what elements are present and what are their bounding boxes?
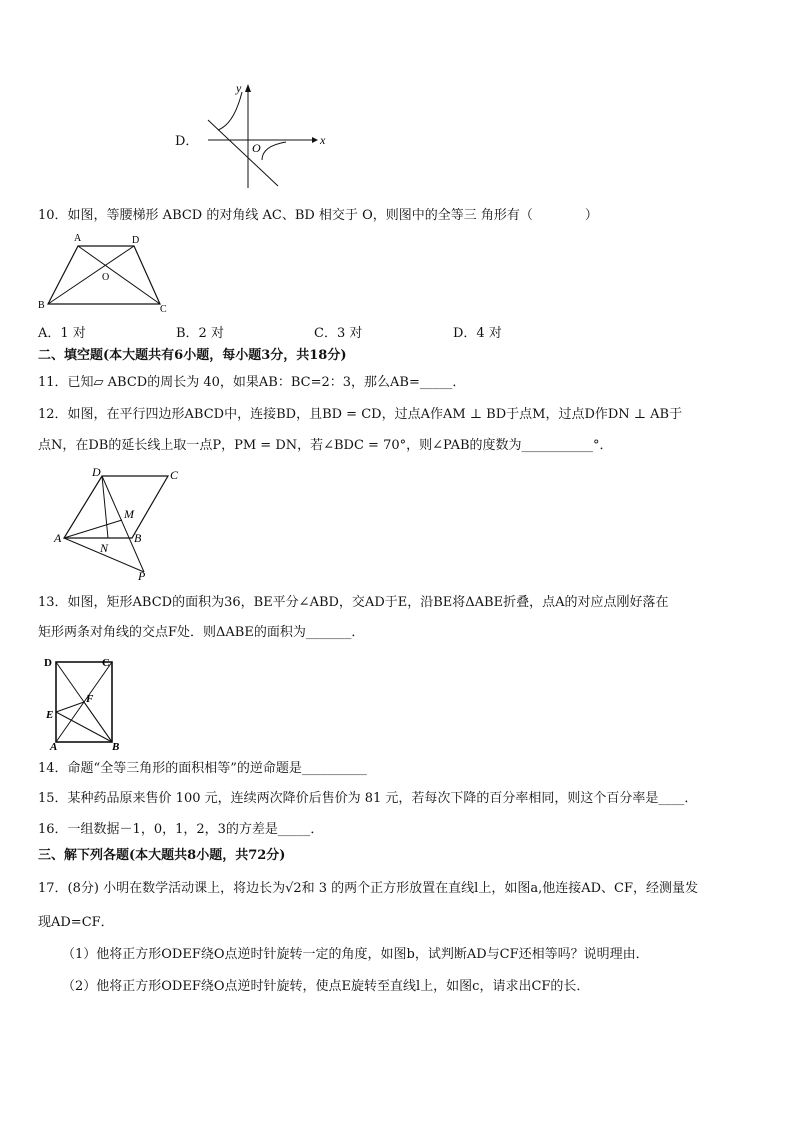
q12-point-d: D [92,466,101,479]
section-3-heading: 三、解下列各题(本大题共8小题，共72分) [38,848,286,863]
q13-point-d: D [44,657,52,669]
q10-point-c: C [160,304,167,314]
section-2-heading: 二、填空题(本大题共有6小题，每小题3分，共18分) [38,348,347,363]
q13-point-b: B [112,741,120,752]
q9-option-d-graph [200,80,330,192]
q10-point-d: D [132,235,140,246]
q12-point-c: C [170,468,179,482]
q12-point-m: M [124,507,134,521]
q17-line-2: 现AD=CF． [38,915,114,930]
q11-text: 11．已知▱ ABCD的周长为 40，如果AB：BC=2：3，那么AB=_____． [38,375,466,390]
q9-option-d-label: D． [175,134,199,149]
q13-point-e: E [46,709,54,721]
q13-point-a: A [50,741,58,752]
q10-option-a: A．1 对 [38,326,86,341]
q14-text: 14．命题“全等三角形的面积相等”的逆命题是__________ [38,761,367,776]
q10-option-b: B．2 对 [176,326,224,341]
q17-part-2: （2）他将正方形ODEF绕O点逆时针旋转，使点E旋转至直线l上，如图c，请求出CF的长． [62,979,590,994]
q9-y-label: y [236,81,242,95]
q12-point-a: A [54,531,62,545]
q15-text: 15．某种药品原来售价 100 元，连续两次降价后售价为 81 元，若每次下降的百分率相同，则这个百分率是____． [38,791,698,806]
q12-point-b: B [134,531,142,545]
q12-point-p: P [138,569,146,582]
q17-line-1: 17．(8分) 小明在数学活动课上，将边长为√2和 3 的两个正方形放置在直线l上，如图a,他连接AD、CF，经测量发 [38,881,698,896]
q13-point-c: C [102,657,110,669]
q12-point-n: N [100,541,109,555]
q10-point-b: B [38,300,45,311]
q13-point-f: F [86,693,94,705]
q9-x-label: x [320,133,326,147]
q13-line-1: 13．如图，矩形ABCD的面积为36，BE平分∠ABD，交AD于E，沿BE将ΔABE折叠，点A的对应点刚好落在 [38,595,669,610]
q10-point-o: O [102,272,110,283]
q10-option-d: D．4 对 [453,326,502,341]
q13-rectangle-figure [42,652,132,752]
q16-text: 16．一组数据－1，0，1，2，3的方差是_____． [38,822,324,837]
q17-part-1: （1）他将正方形ODEF绕O点逆时针旋转一定的角度，如图b，试判断AD与CF还相等吗？说明理由． [62,947,649,962]
q10-option-c: C．3 对 [314,326,363,341]
q10-trapezoid-figure [34,232,174,314]
q12-line-2: 点N，在DB的延长线上取一点P，PM = DN，若∠BDC = 70°，则∠PAB的度数为___________°． [38,438,613,453]
q10-text: 10．如图，等腰梯形 ABCD 的对角线 AC、BD 相交于 O，则图中的全等三 角形有（ ） [38,208,598,223]
q9-origin-label: O [252,141,261,155]
q10-point-a: A [74,233,82,244]
q12-parallelogram-figure [52,466,182,582]
q12-line-1: 12．如图，在平行四边形ABCD中，连接BD，且BD = CD，过点A作AM ⊥ BD于点M，过点D作DN ⊥ AB于 [38,407,683,422]
q13-line-2: 矩形两条对角线的交点F处．则ΔABE的面积为_______． [38,625,365,640]
